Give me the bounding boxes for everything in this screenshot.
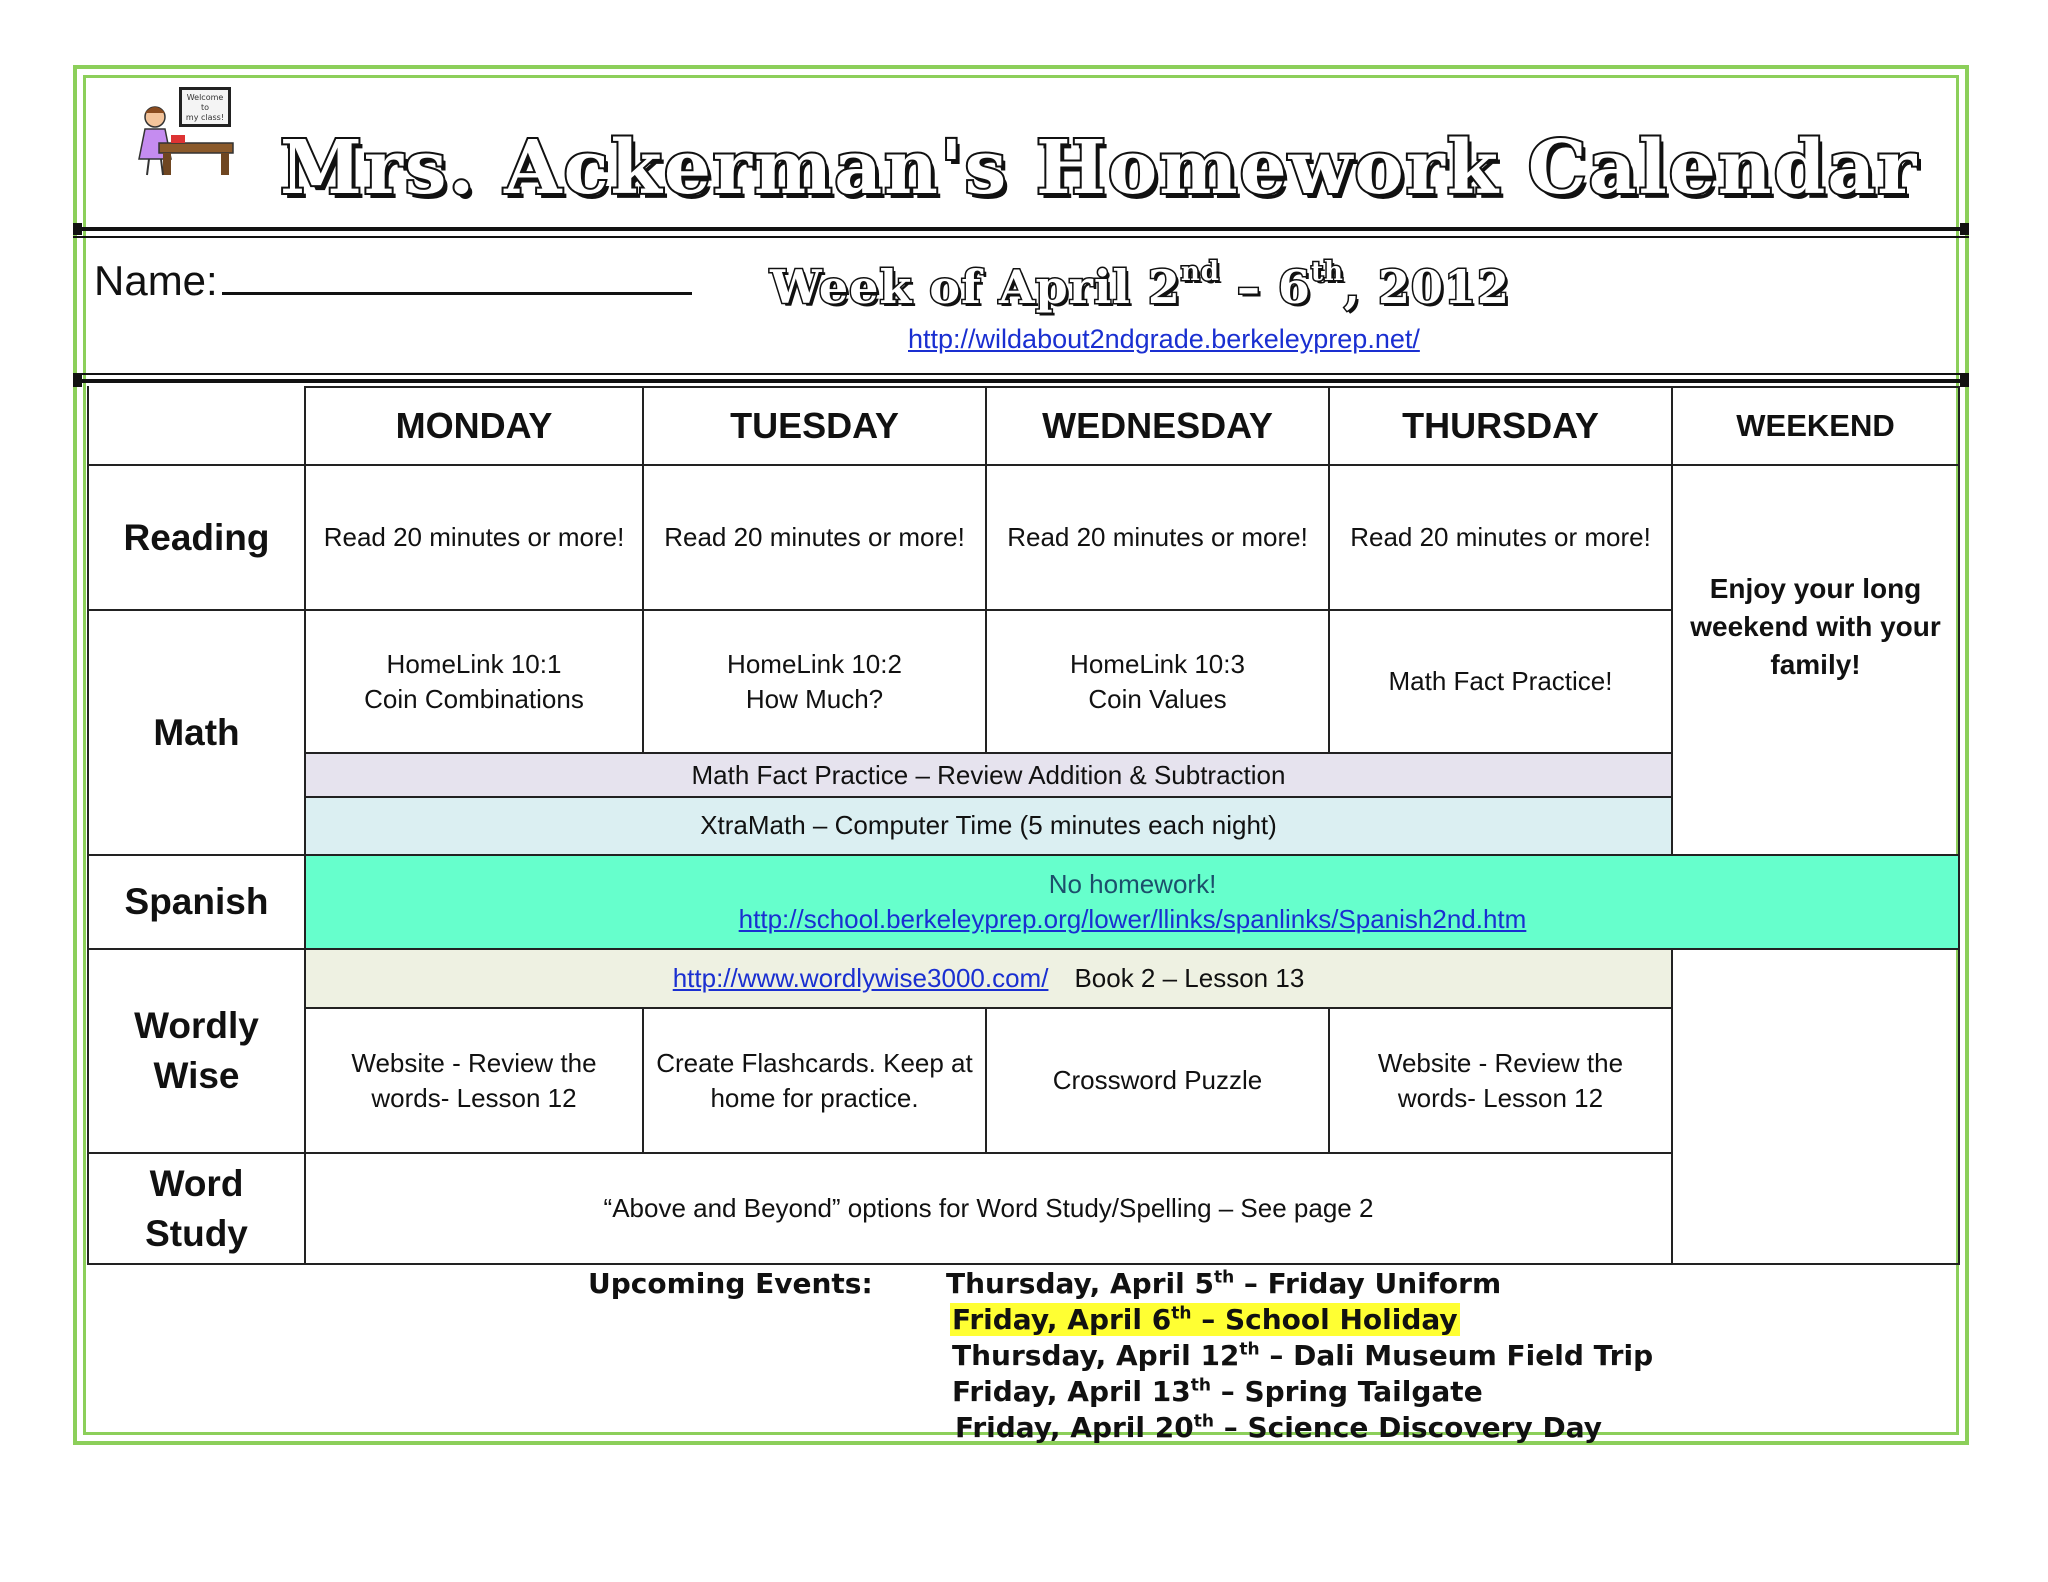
event-item: Thursday, April 12th – Dali Museum Field Trip — [952, 1339, 1654, 1372]
wordly-wise-book: Book 2 – Lesson 13 — [1074, 962, 1305, 993]
wordly-wise-wednesday: Crossword Puzzle — [1052, 1065, 1263, 1095]
subject-math: Math — [153, 711, 240, 753]
header-weekend: WEEKEND — [1736, 408, 1895, 443]
event-item: Friday, April 20th – Science Discovery Day — [955, 1411, 1602, 1444]
math-monday: HomeLink 10:1 Coin Combinations — [364, 648, 584, 714]
name-field: Name: — [94, 252, 692, 309]
page-title: Mrs. Ackerman's Homework Calendar — [280, 125, 1919, 211]
math-band-review: Math Fact Practice – Review Addition & Subtraction — [305, 754, 1672, 796]
wordly-wise-band — [305, 949, 1672, 1007]
reading-thursday: Read 20 minutes or more! — [1350, 522, 1651, 552]
wordly-wise-tuesday: Create Flashcards. Keep at home for practice. — [656, 1047, 973, 1113]
subject-spanish: Spanish — [124, 881, 269, 922]
teacher-clipart-icon — [135, 85, 241, 181]
header-thursday: THURSDAY — [1402, 405, 1599, 446]
math-tuesday: HomeLink 10:2 How Much? — [727, 648, 902, 714]
header-divider-top-thin — [73, 236, 1969, 238]
wordly-wise-link[interactable]: http://www.wordlywise3000.com/ — [672, 962, 1049, 993]
reading-wednesday: Read 20 minutes or more! — [1007, 522, 1308, 552]
reading-tuesday: Read 20 minutes or more! — [664, 522, 965, 552]
header-divider-bottom-thin — [73, 373, 1969, 375]
svg-text:to: to — [200, 103, 210, 112]
wordly-wise-monday: Website - Review the words- Lesson 12 — [351, 1047, 597, 1113]
header-divider-bottom — [73, 379, 1969, 383]
subject-reading: Reading — [123, 516, 270, 558]
event-item: Friday, April 13th – Spring Tailgate — [952, 1375, 1483, 1408]
svg-text:Welcome: Welcome — [186, 93, 224, 102]
event-item: Thursday, April 5th – Friday Uniform — [946, 1267, 1502, 1300]
spanish-note: No homework! — [1048, 868, 1217, 899]
word-study-note: “Above and Beyond” options for Word Study/Spelling – See page 2 — [603, 1193, 1374, 1223]
subject-wordly-wise: Wordly Wise — [134, 1005, 259, 1096]
header-wednesday: WEDNESDAY — [1042, 405, 1273, 446]
events-label: Upcoming Events: — [588, 1267, 873, 1300]
reading-monday: Read 20 minutes or more! — [323, 522, 625, 552]
spanish-band — [305, 855, 1960, 948]
math-wednesday: HomeLink 10:3 Coin Values — [1070, 648, 1245, 714]
subject-word-study: Word Study — [145, 1162, 248, 1254]
svg-text:my class!: my class! — [185, 113, 225, 122]
math-band-xtramath: XtraMath – Computer Time (5 minutes each night) — [305, 797, 1672, 854]
header-monday: MONDAY — [395, 405, 553, 446]
spanish-link[interactable]: http://school.berkeleyprep.org/lower/llinks/spanlinks/Spanish2nd.htm — [738, 903, 1527, 934]
week-heading: Week of April 2nd – 6th, 2012 — [770, 257, 1510, 314]
weekend-note: Enjoy your long weekend with your family! — [1690, 573, 1941, 680]
math-thursday: Math Fact Practice! — [1388, 666, 1613, 696]
name-blank-line — [222, 252, 692, 295]
wordly-wise-thursday: Website - Review the words- Lesson 12 — [1377, 1047, 1624, 1113]
header-divider-top — [73, 227, 1969, 231]
header-tuesday: TUESDAY — [730, 405, 899, 446]
class-website-link[interactable]: http://wildabout2ndgrade.berkeleyprep.net/ — [908, 324, 1420, 354]
event-item-highlighted: Friday, April 6th – School Holiday — [952, 1303, 1458, 1336]
